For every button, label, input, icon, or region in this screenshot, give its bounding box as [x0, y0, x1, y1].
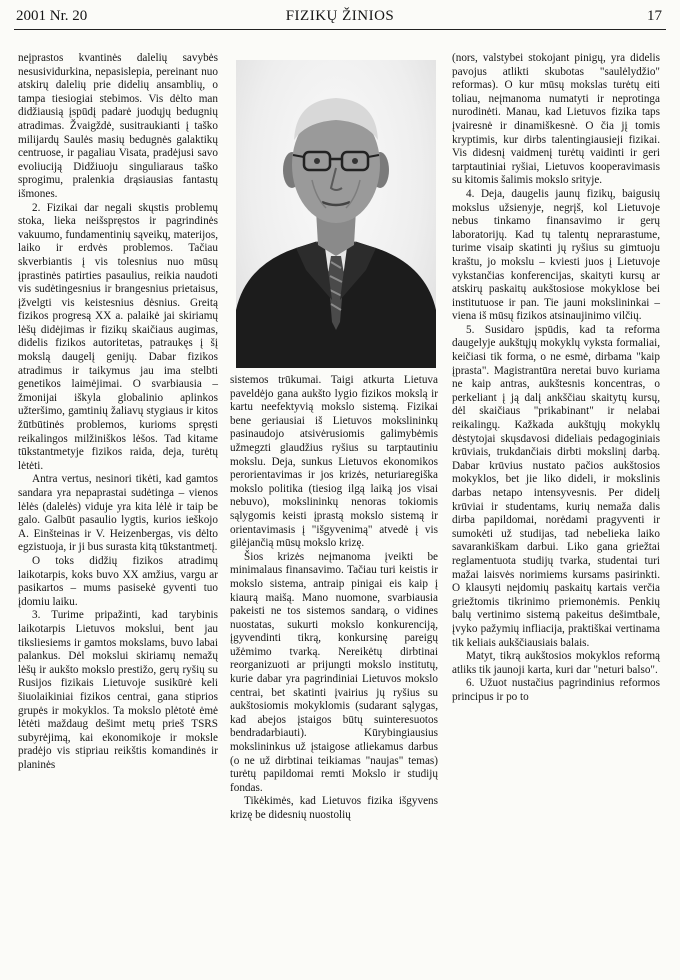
paragraph: 6. Užuot nustačius pagrindinius reformos principus ir po to	[452, 677, 660, 703]
paragraph: Antra vertus, nesinori tikėti, kad gamtos sandara yra nepaprastai sudėtinga – vienos lėlės (dalelės) viduje yra kita lėlė ir taip be galo. Galbūt pasaulio lygtis, kurios ieškojo A. Einšteinas ir V. Heizenbergas, vis dėlto egzistuoja, ir ji bus surasta kitą tūkstantmetį.	[18, 473, 218, 554]
paragraph: sistemos trūkumai. Taigi atkurta Lietuva paveldėjo gana aukšto lygio fizikos mokslą ir kartu neefektyvią mokslo sistemą. Fizikai bene geriausiai iš Lietuvos mokslininkų pasinaudojo atsivėrusiomis galimybėmis užmegzti glaudžius ryšius su tarptautiniu mokslu. Deja, sunkus Lietuvos ekonomikos perorientavimas ir jos krizės, neturiaregiška mokslo politika (tiesiog ilgą laiką jos visai nebuvo), mokslininkų nenoras tokiomis sąlygomis keisti įprastą mokslo sistemą ir orientavimasis į "išgyvenimą" atvedė į vis gilėjančią mūsų mokslo krizę.	[230, 374, 438, 550]
paragraph: O toks didžių fizikos atradimų laikotarpis, koks buvo XX amžius, vargu ar pasikartos – mums pasisekė gyventi tuo įdomiu laiku.	[18, 554, 218, 608]
paragraph: 4. Deja, daugelis jaunų fizikų, baigusių mokslus užsienyje, negrįš, kol Lietuvoje nebus tinkamo finansavimo ir gerų laboratorijų. Kad tų talentų neprarastume, turime visaip skatinti jų ryšius su gimtuoju kraštu, jo mokslu – kviesti juos į Lietuvoje vykstančias konferencijas, skaityti kursų ar atskirų paskaitų aukštosiose mokyklose bei institutuose ir pan. Tie jauni mokslininkai – viena iš mūsų fizikos atsinaujinimo vilčių.	[452, 187, 660, 323]
portrait-photo	[236, 60, 436, 368]
paragraph: 5. Susidaro įspūdis, kad ta reforma daugelyje aukštųjų mokyklų vyksta formaliai, keičiasi tik forma, o ne esmė, dirbama "kaip įprasta". Magistrantūra neretai buvo kuriama ne kaip antras, aukštesnis koncentras, o perkeliant į ją dalį ankščiau skaitytų kursų, dėl skaičiaus "prikabinant" ir nelabai reikalingų. Kažkada aukštųjų mokyklų dėstytojai skųsdavosi dideliais pedagoginiais krūviais, trukdančiais dirbti mokslinį darbą. Dabar krūvius nustato pačios aukštosios mokyklos, bet jie liko dideli, ir mokslinis darbas netapo intensyvesnis. Per didelį krūviai ir studentams, kurių nemaža dalis dirba papildomai, norėdami pragyventi ir sumokėti už studijas, tad nebelieka laiko savarankiškam darbui. Liko gana griežtai reglamentuota studijų tvarka, studentai turi mažai laisvės norimiems kursams pasirinkti. O klausyti neįdomių paskaitų kartais verčia griežtomis tikrinimo priemonėmis. Penkių balų vertinimo sistemą pakeitus dešimtbale, įvyko pažymių infliacija, praktiškai vertinama tik keliais aukščiausiais balais.	[452, 323, 660, 649]
text-column-2	[230, 374, 438, 823]
issue-label: 2001 Nr. 20	[16, 8, 88, 24]
paragraph: Šios krizės neįmanoma įveikti be minimalaus finansavimo. Tačiau turi keistis ir mokslo sistema, antraip pinigai eis kaip į kiaurą maišą. Mano nuomone, svarbiausia pakeisti ne tos sistemos sandarą, o vidines nuostatas, sukurti mokslo konkurenciją, įgyvendinti tikrą, konkursinę pareigų užėmimo tvarką. Nereikėtų dirbtinai reorganizuoti ar prijungti mokslo institutų, kurie dabar yra pagrindiniai Lietuvos mokslo centrai, bet skatinti įvairius jų ryšius su aukštosiomis mokyklomis (sudarant sąlygas, kad abejos įstaigos būtų suinteresuotos bendradarbiauti). Kūrybingiausius mokslininkus už įstaigose atliekamus darbus (o ne už dirbtinai teikiamas "naujas" temas) turėtų papildomai remti Mokslo ir studijų fondas.	[230, 550, 438, 794]
paragraph: Matyt, tikrą aukštosios mokyklos reformą atliks tik jaunoji karta, kuri dar "neturi balso".	[452, 650, 660, 676]
paragraph: (nors, valstybei stokojant pinigų, yra didelis pavojus atlikti skubotas "saulėlydžio" reformas). O kur mūsų mokslas turėtų eiti toliau, neįmanoma numatyti ir neprotinga nurodinėti. Manau, kad Lietuvos fizika taps įvairesnė ir dinamiškesnė. O čia jį tomis kryptimis, kur dirbs talentingiausieji fizikai. Vis didesnį vaidmenį turėtų vaidinti ir geri tarptautiniai ryšiai, Lietuvos kooperavimasis su kitomis šalimis mokslo srityje.	[452, 52, 660, 187]
paragraph: 3. Turime pripažinti, kad tarybinis laikotarpis Lietuvos mokslui, bent jau tiksliesiems ir gamtos mokslams, buvo labai palankus. Dėl mokslui skiriamų nemažų lėšų ir aukšto mokslo prestižo, gerų ryšių su Rusijos fizikais Lietuvoje susikūrė keli šiuolaikiniai fizikos centrai, gana stiprios grupės ir mokyklos. Ta mokslo plėtotė ėmė lėtėti maždaug dešimt metų prieš TSRS subyrėjimą, kai ekonomikoje ir moksle pradėjo vis stipriau reikštis komandinės ir planinės	[18, 609, 218, 771]
paragraph: 2. Fizikai dar negali skųstis problemų stoka, lieka neišspręstos ir pagrindinės vakuumo, fundamentinių sąveikų, materijos, laiko ir erdvės problemos. Tačiau skverbiantis į vis tolesnius nuo mūsų įprastinės patirties pasaulius, reikia naudoti vis sudėtingesnius ir brangesnius prietaisus, įžvelgti vis keistesnius dėsnius. Greitą fizikos progresą XX a. palaikė jai skiriamų lėšų didėjimas ir fizikų skaičiaus augimas, didelis fizikos autoritetas, patraukęs į šį mokslą daugelį genijų. Dabar fizikos atradimus ir taikymus jau ima stelbti genetikos laimėjimai. O svarbiausia – žmonijai iškyla globalinio aplinkos užteršimo, gamtinių žaliavų stygiaus ir kitos žūtbūtinės problemos, kurioms spręsti reikalingos milžiniškos lėšos. Tad kitame tūkstantmetyje fizikos raida, deja, turėtų lėtėti.	[18, 201, 218, 472]
running-header	[14, 7, 666, 30]
page-number: 17	[647, 8, 662, 24]
portrait-illustration	[236, 60, 436, 368]
text-column-3	[452, 52, 660, 705]
paragraph: Tikėkimės, kad Lietuvos fizika išgyvens krizę be didesnių nuostolių	[230, 795, 438, 821]
paragraph: neįprastos kvantinės dalelių savybės nesusividurkina, nepasislepia, pereinant nuo atskirų dalelių prie didelių ansamblių, o tampa tiesiogiai stebimos. Vis dėlto man didžiausią įspūdį padarė juodųjų bedugnių atradimas. Žvaigždė, susitraukianti į taško milijardų Saulės masių bedugnės galaktikų centruose, ir pagaliau Visata, pradėjusi savo evoliuciją Didžiuoju singuliaraus taško sprogimu, pralenkia drąsiausias fantastų išmones.	[18, 52, 218, 200]
text-column-1	[18, 52, 218, 772]
journal-title: FIZIKŲ ŽINIOS	[285, 8, 395, 24]
